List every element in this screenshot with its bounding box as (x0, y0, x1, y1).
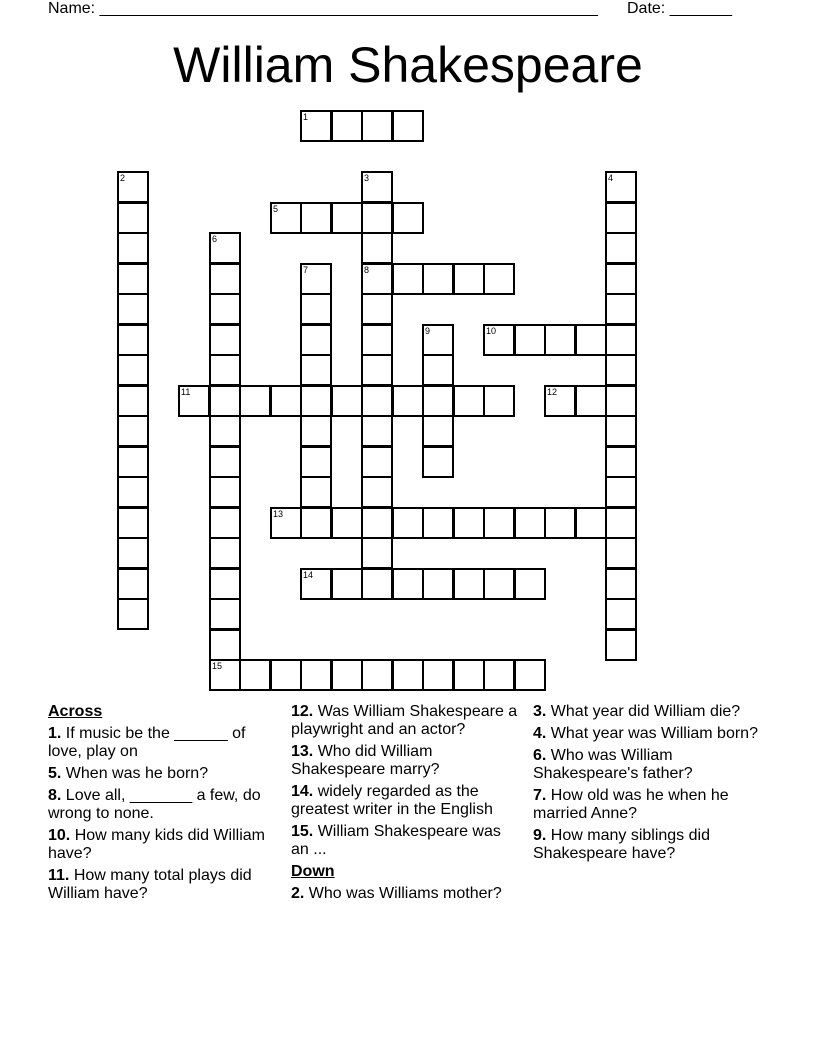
clue-item (48, 725, 273, 761)
crossword-cell[interactable] (331, 385, 363, 417)
crossword-cell[interactable] (605, 202, 637, 234)
clue-item-text: What year did William die? (550, 703, 741, 720)
crossword-cell[interactable] (392, 385, 424, 417)
crossword-cell[interactable] (605, 171, 637, 203)
crossword-cell[interactable] (361, 324, 393, 356)
crossword-cell[interactable] (209, 507, 241, 539)
clue-item-number: 3. (533, 703, 547, 720)
clue-item-text: How many total plays did William have? (48, 867, 252, 902)
crossword-cell[interactable] (392, 507, 424, 539)
clue-number: 7 (303, 265, 309, 275)
crossword-cell[interactable] (361, 171, 393, 203)
crossword-cell[interactable] (361, 110, 393, 142)
crossword-cell[interactable] (605, 598, 637, 630)
crossword-cell[interactable] (392, 202, 424, 234)
page-title: William Shakespeare (173, 37, 643, 93)
crossword-cell[interactable] (300, 476, 332, 508)
clue-item-number: 12. (291, 703, 314, 720)
clue-item (48, 867, 273, 903)
clue-item-number: 14. (291, 783, 314, 800)
clue-item-text: What year was William born? (550, 725, 758, 742)
crossword-cell[interactable] (209, 324, 241, 356)
crossword-cell[interactable] (605, 324, 637, 356)
crossword-cell[interactable] (117, 598, 149, 630)
clue-item (533, 827, 758, 863)
crossword-cell[interactable] (483, 507, 515, 539)
crossword-cell[interactable] (209, 537, 241, 569)
crossword-cell[interactable] (331, 110, 363, 142)
clue-number: 8 (364, 265, 370, 275)
crossword-cell[interactable] (422, 415, 454, 447)
across-heading: Across (48, 703, 103, 720)
clue-number: 2 (120, 173, 126, 183)
crossword-cell[interactable] (361, 537, 393, 569)
clue-number: 12 (547, 387, 558, 397)
clue-item (533, 787, 758, 823)
crossword-cell[interactable] (605, 232, 637, 264)
crossword-cell[interactable] (483, 568, 515, 600)
clue-item-text: If music be the ______ of love, play on (48, 725, 246, 760)
crossword-cell[interactable] (575, 324, 607, 356)
clue-item-text: How many kids did William have? (48, 827, 265, 862)
crossword-cell[interactable] (117, 293, 149, 325)
crossword-cell[interactable] (117, 476, 149, 508)
clue-item (291, 823, 519, 859)
clue-item-number: 8. (48, 787, 62, 804)
clue-item-text: widely regarded as the greatest writer in the English (291, 783, 493, 818)
crossword-cell[interactable] (331, 507, 363, 539)
clue-number: 1 (303, 112, 309, 122)
crossword-cell[interactable] (605, 476, 637, 508)
crossword-cell[interactable] (209, 476, 241, 508)
crossword-cell[interactable] (361, 476, 393, 508)
crossword-cell[interactable] (483, 263, 515, 295)
crossword-cell[interactable] (361, 568, 393, 600)
crossword-cell[interactable] (239, 385, 271, 417)
crossword-cell[interactable] (117, 354, 149, 386)
crossword-cell[interactable] (605, 446, 637, 478)
date-field-label: Date: _______ (627, 0, 732, 17)
crossword-cell[interactable] (331, 202, 363, 234)
clue-item-text: William Shakespeare was an ... (291, 823, 501, 858)
crossword-cell[interactable] (514, 659, 546, 691)
crossword-cell[interactable] (361, 659, 393, 691)
crossword-cell[interactable] (300, 568, 332, 600)
crossword-cell[interactable] (117, 568, 149, 600)
clue-item-number: 10. (48, 827, 71, 844)
crossword-cell[interactable] (239, 659, 271, 691)
crossword-cell[interactable] (422, 324, 454, 356)
crossword-cell[interactable] (453, 659, 485, 691)
clue-item-text: How old was he when he married Anne? (533, 787, 729, 822)
clue-number: 15 (212, 661, 223, 671)
clue-item-text: Who did William Shakespeare marry? (291, 743, 440, 778)
clue-number: 4 (608, 173, 614, 183)
clue-item (291, 783, 519, 819)
clue-number: 10 (486, 326, 497, 336)
clue-item-number: 4. (533, 725, 547, 742)
crossword-cell[interactable] (117, 202, 149, 234)
clue-number: 6 (212, 234, 218, 244)
crossword-cell[interactable] (209, 263, 241, 295)
crossword-cell[interactable] (178, 385, 210, 417)
crossword-cell[interactable] (605, 415, 637, 447)
clue-item (291, 885, 519, 903)
crossword-cell[interactable] (361, 202, 393, 234)
crossword-cell[interactable] (209, 293, 241, 325)
crossword-cell[interactable] (331, 568, 363, 600)
down-heading: Down (291, 863, 335, 880)
clue-item-number: 6. (533, 747, 547, 764)
crossword-cell[interactable] (422, 263, 454, 295)
name-field-label: Name: ________________________________________________________ (48, 0, 598, 17)
clues-column-3 (533, 703, 758, 867)
clue-item (533, 747, 758, 783)
crossword-cell[interactable] (300, 385, 332, 417)
crossword-cell[interactable] (361, 232, 393, 264)
crossword-cell[interactable] (300, 263, 332, 295)
crossword-cell[interactable] (361, 507, 393, 539)
clue-item-number: 11. (48, 867, 70, 884)
crossword-cell[interactable] (544, 507, 576, 539)
clue-item-number: 7. (533, 787, 547, 804)
crossword-cell[interactable] (270, 507, 302, 539)
clue-number: 5 (273, 204, 279, 214)
crossword-cell[interactable] (514, 568, 546, 600)
crossword-cell[interactable] (209, 568, 241, 600)
crossword-cell[interactable] (361, 446, 393, 478)
crossword-cell[interactable] (392, 110, 424, 142)
crossword-cell[interactable] (300, 354, 332, 386)
clue-item-number: 2. (291, 885, 305, 902)
crossword-cell[interactable] (544, 385, 576, 417)
clues-column-2 (291, 703, 519, 907)
crossword-cell[interactable] (300, 507, 332, 539)
crossword-cell[interactable] (453, 385, 485, 417)
clue-item (48, 765, 273, 783)
crossword-cell[interactable] (453, 507, 485, 539)
crossword-cell[interactable] (300, 659, 332, 691)
crossword-cell[interactable] (117, 507, 149, 539)
crossword-cell[interactable] (422, 354, 454, 386)
crossword-cell[interactable] (361, 415, 393, 447)
crossword-cell[interactable] (117, 171, 149, 203)
clue-number: 13 (273, 509, 284, 519)
crossword-cell[interactable] (422, 446, 454, 478)
crossword-cell[interactable] (605, 568, 637, 600)
crossword-cell[interactable] (422, 568, 454, 600)
clue-item-text: Who was Williams mother? (308, 885, 502, 902)
clue-item (291, 703, 519, 739)
clue-item-number: 15. (291, 823, 314, 840)
clue-item-number: 13. (291, 743, 314, 760)
crossword-cell[interactable] (117, 324, 149, 356)
crossword-cell[interactable] (209, 446, 241, 478)
clue-item-text: How many siblings did Shakespeare have? (533, 827, 710, 862)
crossword-cell[interactable] (209, 354, 241, 386)
clue-number: 11 (181, 387, 191, 397)
crossword-cell[interactable] (117, 385, 149, 417)
crossword-cell[interactable] (605, 507, 637, 539)
crossword-cell[interactable] (117, 537, 149, 569)
clue-item-text: Love all, _______ a few, do wrong to none. (48, 787, 261, 822)
clue-item-number: 5. (48, 765, 62, 782)
crossword-cell[interactable] (453, 263, 485, 295)
crossword-cell[interactable] (117, 263, 149, 295)
crossword-cell[interactable] (605, 629, 637, 661)
clue-item-number: 9. (533, 827, 547, 844)
crossword-cell[interactable] (605, 293, 637, 325)
crossword-cell[interactable] (300, 293, 332, 325)
crossword-cell[interactable] (514, 324, 546, 356)
clue-number: 9 (425, 326, 431, 336)
crossword-cell[interactable] (300, 324, 332, 356)
crossword-cell[interactable] (270, 202, 302, 234)
crossword-cell[interactable] (544, 324, 576, 356)
clue-item (48, 787, 273, 823)
crossword-cell[interactable] (361, 293, 393, 325)
crossword-cell[interactable] (361, 385, 393, 417)
crossword-cell[interactable] (300, 446, 332, 478)
crossword-cell[interactable] (483, 324, 515, 356)
clue-item-text: Was William Shakespeare a playwright and an actor? (291, 703, 518, 738)
crossword-cell[interactable] (270, 385, 302, 417)
crossword-cell[interactable] (209, 385, 241, 417)
crossword-cell[interactable] (300, 110, 332, 142)
crossword-cell[interactable] (575, 385, 607, 417)
crossword-cell[interactable] (117, 415, 149, 447)
clue-item (291, 743, 519, 779)
crossword-cell[interactable] (270, 659, 302, 691)
crossword-cell[interactable] (300, 415, 332, 447)
clue-number: 14 (303, 570, 314, 580)
clue-item (533, 703, 758, 721)
clue-number: 3 (364, 173, 370, 183)
clue-item (533, 725, 758, 743)
crossword-cell[interactable] (422, 507, 454, 539)
crossword-cell[interactable] (422, 659, 454, 691)
crossword-cell[interactable] (575, 507, 607, 539)
crossword-cell[interactable] (331, 659, 363, 691)
clue-item (48, 827, 273, 863)
crossword-cell[interactable] (209, 629, 241, 661)
crossword-cell[interactable] (483, 385, 515, 417)
crossword-cell[interactable] (392, 263, 424, 295)
crossword-cell[interactable] (117, 446, 149, 478)
crossword-cell[interactable] (361, 354, 393, 386)
crossword-cell[interactable] (117, 232, 149, 264)
clue-item-number: 1. (48, 725, 62, 742)
crossword-cell[interactable] (605, 354, 637, 386)
crossword-cell[interactable] (453, 568, 485, 600)
crossword-cell[interactable] (209, 598, 241, 630)
crossword-cell[interactable] (209, 659, 241, 691)
crossword-cell[interactable] (605, 263, 637, 295)
crossword-cell[interactable] (300, 202, 332, 234)
crossword-cell[interactable] (514, 507, 546, 539)
crossword-cell[interactable] (422, 385, 454, 417)
clue-item-text: Who was William Shakespeare's father? (533, 747, 693, 782)
crossword-cell[interactable] (209, 232, 241, 264)
crossword-cell[interactable] (392, 568, 424, 600)
clue-item-text: When was he born? (65, 765, 209, 782)
crossword-cell[interactable] (361, 263, 393, 295)
crossword-cell[interactable] (483, 659, 515, 691)
crossword-cell[interactable] (392, 659, 424, 691)
crossword-cell[interactable] (605, 537, 637, 569)
clues-column-1 (48, 703, 273, 907)
crossword-cell[interactable] (605, 385, 637, 417)
crossword-cell[interactable] (209, 415, 241, 447)
